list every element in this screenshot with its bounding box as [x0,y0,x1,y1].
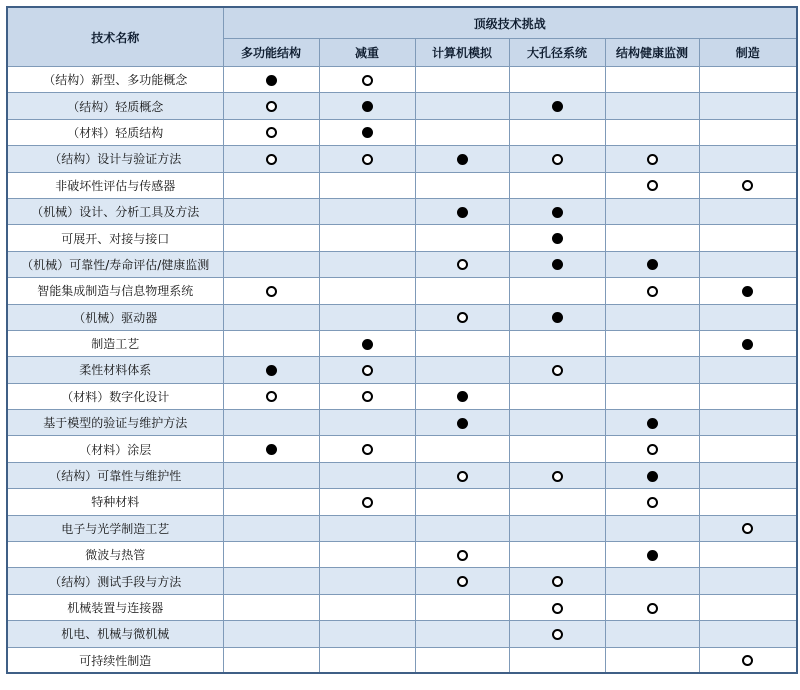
rating-cell [415,515,509,541]
rating-cell [605,462,699,488]
rating-cell [699,225,797,251]
hollow-circle-icon [552,576,563,587]
filled-circle-icon [742,339,753,350]
hollow-circle-icon [742,180,753,191]
rating-cell [605,357,699,383]
rating-cell [415,410,509,436]
rating-cell [319,515,415,541]
rating-cell [415,357,509,383]
rating-cell [699,146,797,172]
table-row [7,515,797,541]
rating-cell [699,489,797,515]
rating-cell [223,198,319,224]
rating-cell [699,330,797,356]
rating-cell [223,330,319,356]
rating-cell [605,383,699,409]
hollow-circle-icon [647,603,658,614]
table-row [7,568,797,594]
rating-cell [223,304,319,330]
hollow-circle-icon [647,286,658,297]
technology-name-cell: （机械）驱动器 [7,304,223,330]
rating-cell [223,67,319,93]
rating-cell [699,436,797,462]
rating-cell [699,278,797,304]
rating-cell [223,357,319,383]
rating-cell [223,146,319,172]
table-row [7,172,797,198]
rating-cell [509,621,605,647]
table-row [7,383,797,409]
rating-cell [509,304,605,330]
rating-cell [415,489,509,515]
rating-cell [223,594,319,620]
table-row [7,93,797,119]
rating-cell [415,542,509,568]
table-row [7,594,797,620]
rating-cell [319,621,415,647]
hollow-circle-icon [266,286,277,297]
rating-cell [319,568,415,594]
table-container [6,6,798,674]
technology-name-cell: （结构）测试手段与方法 [7,568,223,594]
hollow-circle-icon [552,154,563,165]
technology-name-cell: （结构）轻质概念 [7,93,223,119]
hollow-circle-icon [647,444,658,455]
rating-cell [319,251,415,277]
rating-cell [319,542,415,568]
rating-cell [415,647,509,673]
rating-cell [415,436,509,462]
rating-cell [223,251,319,277]
rating-cell [605,647,699,673]
rating-cell [509,647,605,673]
technology-name-cell: 可持续性制造 [7,647,223,673]
rating-cell [319,146,415,172]
rating-cell [605,410,699,436]
rating-cell [605,304,699,330]
rating-cell [319,436,415,462]
rating-cell [509,489,605,515]
rating-cell [509,357,605,383]
rating-cell [319,383,415,409]
rating-cell [509,198,605,224]
rating-cell [605,489,699,515]
hollow-circle-icon [647,497,658,508]
rating-cell [319,330,415,356]
rating-cell [605,119,699,145]
rating-cell [605,67,699,93]
rating-cell [509,119,605,145]
rating-cell [319,357,415,383]
table-row [7,489,797,515]
rating-cell [509,462,605,488]
table-row [7,436,797,462]
rating-cell [699,67,797,93]
rating-cell [415,462,509,488]
hollow-circle-icon [362,497,373,508]
rating-cell [415,568,509,594]
table-row [7,647,797,673]
technology-name-cell: 机电、机械与微机械 [7,621,223,647]
filled-circle-icon [647,550,658,561]
filled-circle-icon [552,312,563,323]
hollow-circle-icon [266,127,277,138]
filled-circle-icon [362,101,373,112]
header-top-challenges: 顶级技术挑战 [223,7,797,39]
technology-name-cell: （结构）设计与验证方法 [7,146,223,172]
technology-name-cell: 机械装置与连接器 [7,594,223,620]
filled-circle-icon [457,418,468,429]
rating-cell [415,198,509,224]
hollow-circle-icon [742,523,753,534]
rating-cell [319,198,415,224]
hollow-circle-icon [552,365,563,376]
table-row [7,542,797,568]
technology-name-cell: 基于模型的验证与维护方法 [7,410,223,436]
rating-cell [415,251,509,277]
filled-circle-icon [457,207,468,218]
rating-cell [319,462,415,488]
table-row [7,304,797,330]
technology-challenge-matrix [6,6,798,674]
header-col-large-aperture: 大孔径系统 [509,39,605,67]
rating-cell [415,278,509,304]
hollow-circle-icon [457,576,468,587]
rating-cell [509,594,605,620]
hollow-circle-icon [552,629,563,640]
hollow-circle-icon [647,180,658,191]
rating-cell [223,621,319,647]
rating-cell [605,330,699,356]
rating-cell [223,225,319,251]
hollow-circle-icon [552,471,563,482]
rating-cell [699,93,797,119]
header-col-multifunctional: 多功能结构 [223,39,319,67]
hollow-circle-icon [742,655,753,666]
table-row [7,225,797,251]
technology-name-cell: 电子与光学制造工艺 [7,515,223,541]
technology-name-cell: （材料）涂层 [7,436,223,462]
hollow-circle-icon [362,391,373,402]
rating-cell [699,568,797,594]
rating-cell [319,489,415,515]
technology-name-cell: （材料）轻质结构 [7,119,223,145]
table-row [7,146,797,172]
rating-cell [699,172,797,198]
rating-cell [415,383,509,409]
rating-cell [699,410,797,436]
rating-cell [415,67,509,93]
rating-cell [319,225,415,251]
filled-circle-icon [266,75,277,86]
rating-cell [509,278,605,304]
table-row [7,621,797,647]
hollow-circle-icon [457,259,468,270]
hollow-circle-icon [552,603,563,614]
rating-cell [509,146,605,172]
rating-cell [509,410,605,436]
rating-cell [699,515,797,541]
filled-circle-icon [647,418,658,429]
hollow-circle-icon [457,550,468,561]
rating-cell [509,225,605,251]
rating-cell [699,647,797,673]
rating-cell [509,515,605,541]
rating-cell [223,93,319,119]
rating-cell [605,568,699,594]
rating-cell [223,436,319,462]
header-col-health-monitoring: 结构健康监测 [605,39,699,67]
rating-cell [223,410,319,436]
technology-name-cell: 制造工艺 [7,330,223,356]
filled-circle-icon [742,286,753,297]
table-body [7,67,797,674]
rating-cell [319,278,415,304]
rating-cell [509,568,605,594]
rating-cell [699,542,797,568]
hollow-circle-icon [457,471,468,482]
rating-cell [415,304,509,330]
rating-cell [605,436,699,462]
rating-cell [223,278,319,304]
rating-cell [415,172,509,198]
rating-cell [415,146,509,172]
filled-circle-icon [362,127,373,138]
rating-cell [605,594,699,620]
rating-cell [509,330,605,356]
filled-circle-icon [552,207,563,218]
rating-cell [319,594,415,620]
table-row [7,330,797,356]
technology-name-cell: 微波与热管 [7,542,223,568]
rating-cell [605,225,699,251]
rating-cell [223,489,319,515]
rating-cell [223,462,319,488]
hollow-circle-icon [362,154,373,165]
rating-cell [509,67,605,93]
technology-name-cell: 非破坏性评估与传感器 [7,172,223,198]
rating-cell [605,621,699,647]
technology-name-cell: （材料）数字化设计 [7,383,223,409]
filled-circle-icon [362,339,373,350]
hollow-circle-icon [266,101,277,112]
rating-cell [605,251,699,277]
technology-name-cell: 特种材料 [7,489,223,515]
rating-cell [415,594,509,620]
technology-name-cell: （结构）新型、多功能概念 [7,67,223,93]
rating-cell [605,515,699,541]
filled-circle-icon [647,471,658,482]
rating-cell [605,172,699,198]
filled-circle-icon [266,444,277,455]
table-row [7,357,797,383]
rating-cell [605,198,699,224]
filled-circle-icon [457,391,468,402]
rating-cell [509,383,605,409]
table-row [7,251,797,277]
rating-cell [319,304,415,330]
rating-cell [415,119,509,145]
rating-cell [415,621,509,647]
rating-cell [319,67,415,93]
filled-circle-icon [552,101,563,112]
hollow-circle-icon [362,75,373,86]
technology-name-cell: 智能集成制造与信息物理系统 [7,278,223,304]
rating-cell [699,304,797,330]
rating-cell [415,225,509,251]
rating-cell [509,93,605,119]
table-row [7,119,797,145]
hollow-circle-icon [266,154,277,165]
filled-circle-icon [647,259,658,270]
header-col-simulation: 计算机模拟 [415,39,509,67]
rating-cell [699,594,797,620]
filled-circle-icon [266,365,277,376]
table-row [7,198,797,224]
rating-cell [223,542,319,568]
rating-cell [223,172,319,198]
rating-cell [319,172,415,198]
technology-name-cell: （机械）可靠性/寿命评估/健康监测 [7,251,223,277]
rating-cell [223,119,319,145]
technology-name-cell: 柔性材料体系 [7,357,223,383]
rating-cell [699,198,797,224]
rating-cell [319,410,415,436]
rating-cell [509,436,605,462]
rating-cell [699,383,797,409]
header-col-manufacturing: 制造 [699,39,797,67]
table-row [7,278,797,304]
rating-cell [605,278,699,304]
rating-cell [699,621,797,647]
hollow-circle-icon [362,365,373,376]
rating-cell [415,330,509,356]
rating-cell [699,357,797,383]
rating-cell [509,172,605,198]
table-row [7,410,797,436]
hollow-circle-icon [266,391,277,402]
technology-name-cell: 可展开、对接与接口 [7,225,223,251]
rating-cell [223,515,319,541]
rating-cell [319,93,415,119]
header-col-weight-reduction: 减重 [319,39,415,67]
rating-cell [699,251,797,277]
hollow-circle-icon [362,444,373,455]
rating-cell [223,383,319,409]
filled-circle-icon [552,259,563,270]
filled-circle-icon [457,154,468,165]
rating-cell [509,542,605,568]
rating-cell [605,93,699,119]
rating-cell [605,542,699,568]
table-header [7,7,797,67]
rating-cell [319,647,415,673]
hollow-circle-icon [457,312,468,323]
rating-cell [605,146,699,172]
rating-cell [415,93,509,119]
rating-cell [699,119,797,145]
table-row [7,462,797,488]
rating-cell [319,119,415,145]
technology-name-cell: （机械）设计、分析工具及方法 [7,198,223,224]
header-technology-name: 技术名称 [7,7,223,67]
rating-cell [509,251,605,277]
technology-name-cell: （结构）可靠性与维护性 [7,462,223,488]
rating-cell [223,568,319,594]
rating-cell [699,462,797,488]
filled-circle-icon [552,233,563,244]
hollow-circle-icon [647,154,658,165]
rating-cell [223,647,319,673]
table-row [7,67,797,93]
